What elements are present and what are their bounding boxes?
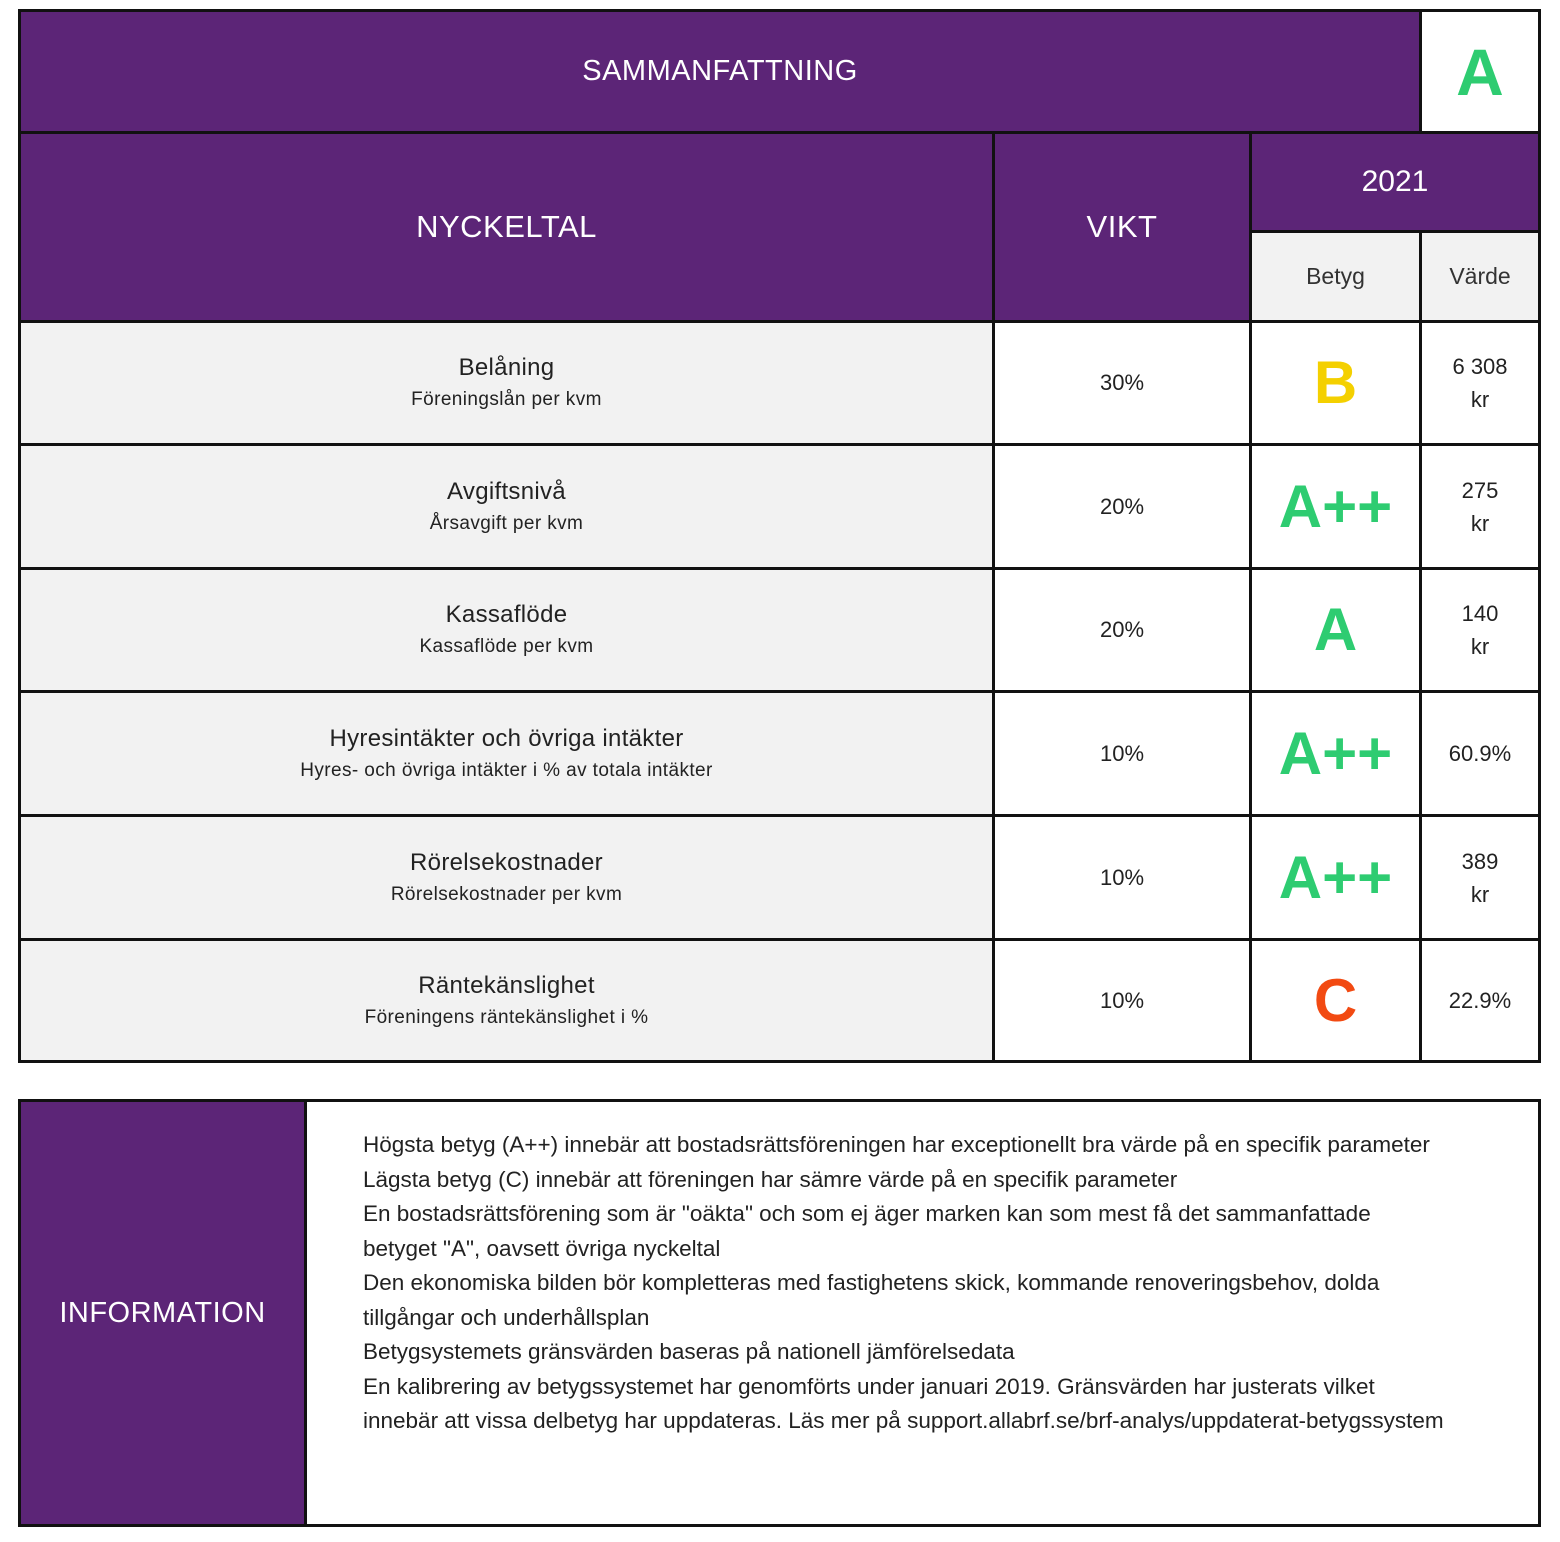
table-row [20, 322, 1540, 445]
metric-value-amount: 140 [1461, 601, 1499, 626]
metric-value [1421, 692, 1540, 816]
information-label: INFORMATION [20, 1101, 306, 1526]
table-row [20, 692, 1540, 816]
metric-description: Föreningens räntekänslighet i % [364, 1006, 649, 1028]
info-paragraph: En bostadsrättsförening som är "oäkta" och som ej äger marken kan som mest få det sammanfattade betyget "A", oavsett övriga nyckeltal [363, 1201, 1371, 1261]
metric-value-unit: kr [1470, 634, 1490, 659]
metric-grade: A++ [1251, 445, 1421, 569]
metric-value [1421, 940, 1540, 1062]
metric-description: Rörelsekostnader per kvm [390, 883, 623, 905]
metric-value [1421, 322, 1540, 445]
metric-grade: B [1251, 322, 1421, 445]
metric-value-amount: 275 [1461, 477, 1499, 503]
metric-name: Avgiftsnivå [447, 477, 566, 505]
metric-cell [20, 692, 994, 816]
metric-cell [20, 816, 994, 940]
metric-grade: A++ [1251, 816, 1421, 940]
metric-weight: 20% [994, 445, 1251, 569]
metric-value [1421, 569, 1540, 692]
info-paragraph: En kalibrering av betygssystemet har genomförts under januari 2019. Gränsvärden har justerats vilket innebär att vissa delbetyg har uppdateras. Läs mer på support.allabrf.se/brf-analys/uppdaterat-betygssystem [363, 1373, 1444, 1433]
metric-weight: 30% [994, 322, 1251, 445]
info-paragraph: Den ekonomiska bilden bör kompletteras med fastighetens skick, kommande renoveringsbehov, dolda tillgångar och underhållsplan [363, 1270, 1380, 1330]
metric-name: Räntekänslighet [418, 971, 595, 999]
metric-description: Föreningslån per kvm [411, 389, 602, 410]
metric-grade: A++ [1251, 692, 1421, 816]
column-header-value: Värde [1421, 232, 1540, 322]
metric-cell [20, 569, 994, 692]
metric-name: Kassaflöde [445, 601, 568, 628]
metric-description: Årsavgift per kvm [429, 512, 584, 534]
metric-weight: 10% [994, 816, 1251, 940]
summary-title: SAMMANFATTNING [20, 11, 1421, 133]
metric-grade: A [1251, 569, 1421, 692]
overall-grade: A [1421, 11, 1540, 133]
metric-value-amount: 60.9% [1448, 741, 1512, 766]
column-header-grade: Betyg [1251, 232, 1421, 322]
metric-cell [20, 445, 994, 569]
metric-value-unit: kr [1470, 387, 1490, 412]
metric-name: Rörelsekostnader [410, 848, 603, 876]
year-header: 2021 [1251, 133, 1540, 232]
metric-weight: 20% [994, 569, 1251, 692]
metric-name: Belåning [458, 354, 555, 381]
metric-value-amount: 389 [1461, 848, 1499, 874]
info-paragraph: Betygsystemets gränsvärden baseras på nationell jämförelsedata [363, 1339, 1015, 1364]
metric-description: Kassaflöde per kvm [419, 636, 594, 657]
metric-cell [20, 940, 994, 1062]
info-paragraph: Lägsta betyg (C) innebär att föreningen har sämre värde på en specifik parameter [363, 1166, 1178, 1192]
table-row [20, 940, 1540, 1062]
information-panel [18, 1099, 1541, 1527]
metric-value-unit: kr [1470, 881, 1490, 907]
metric-description: Hyres- och övriga intäkter i % av totala intäkter [300, 759, 713, 781]
metric-value-amount: 6 308 [1452, 354, 1508, 379]
metric-weight: 10% [994, 940, 1251, 1062]
column-header-metric: NYCKELTAL [20, 133, 994, 322]
metric-name: Hyresintäkter och övriga intäkter [329, 724, 684, 752]
info-paragraph: Högsta betyg (A++) innebär att bostadsrättsföreningen har exceptionellt bra värde på en specifik parameter [363, 1132, 1430, 1157]
metric-value [1421, 445, 1540, 569]
summary-table [18, 9, 1541, 1063]
metric-grade: C [1251, 940, 1421, 1062]
metric-weight: 10% [994, 692, 1251, 816]
metric-value-unit: kr [1470, 510, 1490, 536]
information-text [306, 1101, 1540, 1526]
column-header-weight: VIKT [994, 133, 1251, 322]
table-row [20, 569, 1540, 692]
table-row [20, 445, 1540, 569]
table-row [20, 816, 1540, 940]
metric-cell [20, 322, 994, 445]
metric-value-amount: 22.9% [1448, 988, 1512, 1013]
metric-value [1421, 816, 1540, 940]
